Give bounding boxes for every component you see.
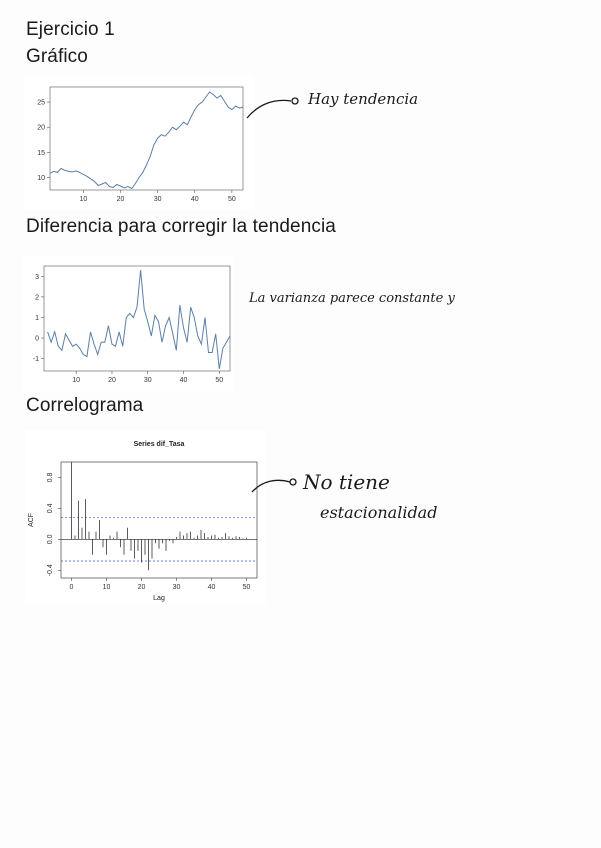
y-tick-label: 2 xyxy=(35,294,39,302)
heading-ejercicio: Ejercicio 1 xyxy=(26,19,115,40)
x-tick-label: 0 xyxy=(69,584,74,591)
arrow-estacionalidad xyxy=(252,480,290,492)
x-tick-label: 10 xyxy=(72,377,81,384)
x-tick-label: 40 xyxy=(179,377,188,384)
y-tick-label: 25 xyxy=(37,99,45,107)
y-tick-label: 1 xyxy=(35,314,39,322)
x-tick-label: 20 xyxy=(108,377,116,384)
x-tick-label: 30 xyxy=(172,584,181,591)
x-tick-label: 20 xyxy=(116,196,125,203)
annotation-no-tiene: No tiene xyxy=(303,470,390,494)
acf-xlabel: Lag xyxy=(153,595,165,602)
acf-ylabel: ACF xyxy=(28,513,35,527)
y-tick-label: 0.0 xyxy=(47,534,54,545)
arrow-head-estacionalidad-icon xyxy=(290,479,296,485)
x-tick-label: 40 xyxy=(190,196,199,203)
y-tick-label: -1 xyxy=(32,356,39,364)
y-tick-label: 0 xyxy=(35,335,39,343)
y-tick-label: 3 xyxy=(35,273,39,281)
arrow-head-tendencia-icon xyxy=(292,98,298,104)
y-tick-label: 20 xyxy=(37,124,45,132)
y-tick-label: 0.8 xyxy=(47,472,54,483)
x-tick-label: 10 xyxy=(102,584,111,591)
annotation-varianza: La varianza parece constante y xyxy=(249,291,455,306)
arrow-tendencia xyxy=(247,100,291,118)
annotation-estacionalidad: estacionalidad xyxy=(320,503,438,522)
x-tick-label: 10 xyxy=(79,196,88,203)
y-tick-label: 10 xyxy=(37,174,45,182)
x-tick-label: 50 xyxy=(227,196,236,203)
y-tick-label: -0.4 xyxy=(47,564,54,577)
acf-title: Series dif_Tasa xyxy=(133,441,185,448)
x-tick-label: 50 xyxy=(242,584,251,591)
x-tick-label: 30 xyxy=(153,196,162,203)
heading-grafico: Gráfico xyxy=(26,46,88,67)
x-tick-label: 20 xyxy=(137,584,146,591)
x-tick-label: 50 xyxy=(215,377,224,384)
x-tick-label: 30 xyxy=(143,377,152,384)
y-tick-label: 0.4 xyxy=(47,503,54,514)
heading-correlograma: Correlograma xyxy=(26,395,144,416)
y-tick-label: 15 xyxy=(37,149,45,157)
annotation-tendencia: Hay tendencia xyxy=(308,90,419,108)
heading-diferencia: Diferencia para corregir la tendencia xyxy=(26,216,336,237)
x-tick-label: 40 xyxy=(207,584,216,591)
